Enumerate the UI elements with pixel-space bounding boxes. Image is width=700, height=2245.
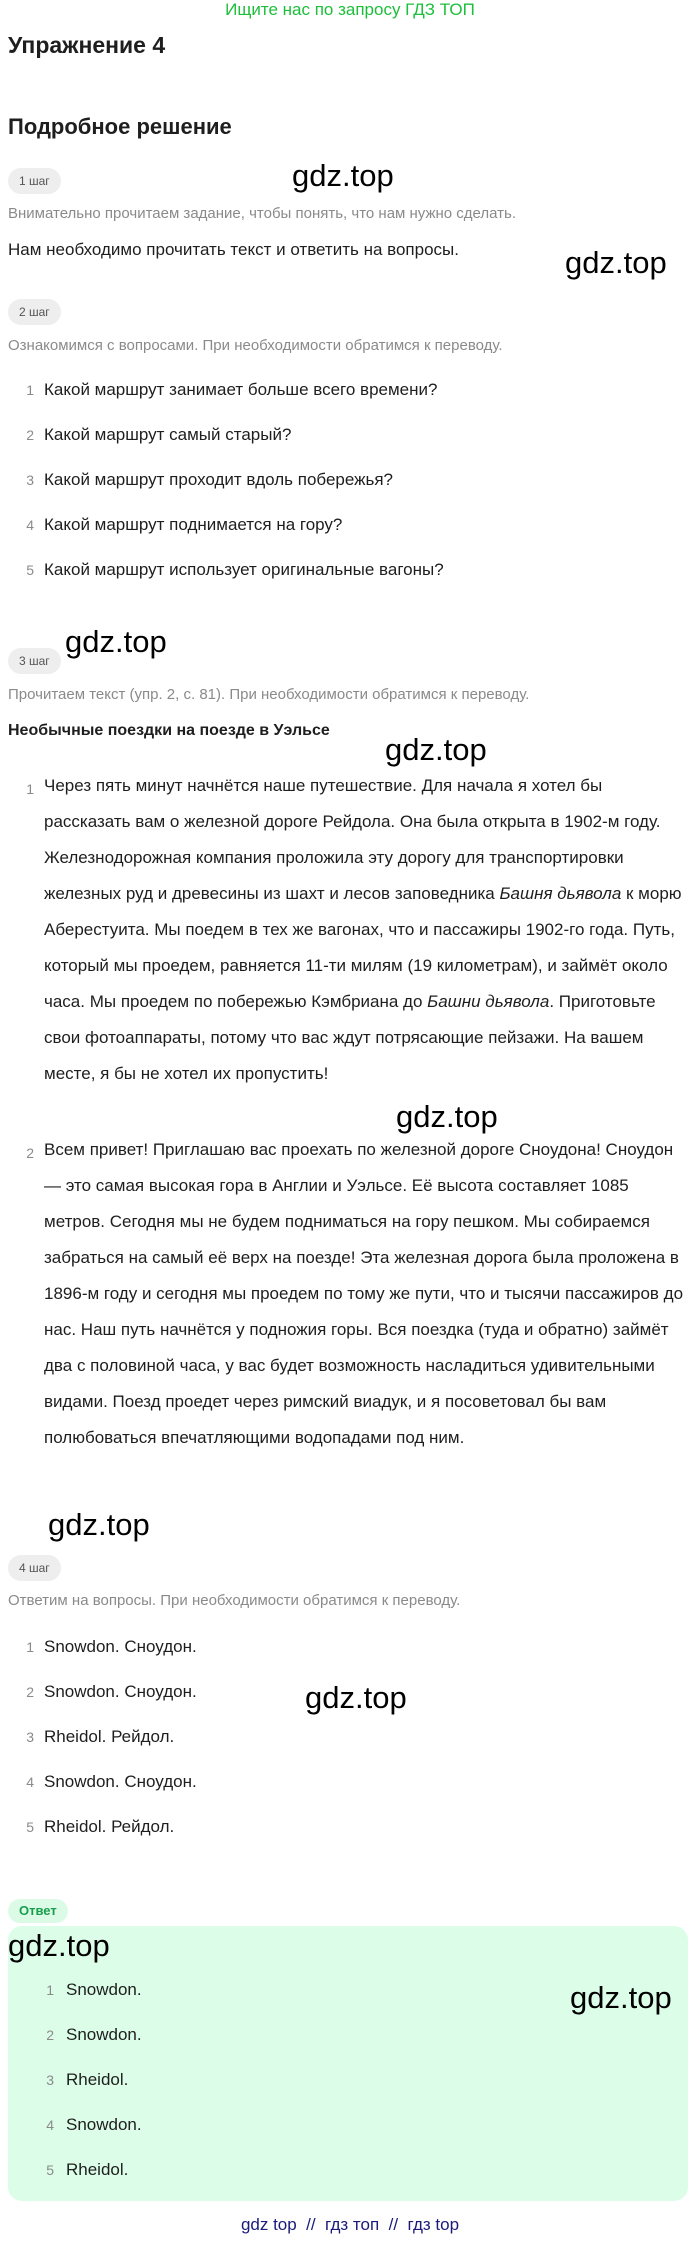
item-number: 2 [26, 1684, 34, 1700]
item-number: 4 [26, 1774, 34, 1790]
search-banner: Ищите нас по запросу ГДЗ ТОП [225, 0, 475, 19]
step-4-badge: 4 шаг [8, 1555, 61, 1581]
step-3-hint: Прочитаем текст (упр. 2, с. 81). При необходимости обратимся к переводу. [8, 686, 530, 703]
answer-badge: Ответ [8, 1899, 68, 1923]
step-4-hint: Ответим на вопросы. При необходимости обратимся к переводу. [8, 1592, 461, 1609]
item-text: Snowdon. Сноудон. [44, 1637, 197, 1656]
footer-links: gdz top // гдз топ // гдз top [240, 2215, 460, 2234]
item-number: 2 [26, 427, 34, 443]
item-number: 3 [26, 472, 34, 488]
item-number: 5 [46, 2162, 54, 2178]
step-2-badge: 2 шаг [8, 299, 61, 325]
item-number: 1 [26, 382, 34, 398]
watermark: gdz.top [292, 158, 394, 193]
item-text: Какой маршрут самый старый? [44, 425, 292, 444]
watermark: gdz.top [385, 732, 487, 767]
item-number: 2 [46, 2027, 54, 2043]
item-text: Какой маршрут проходит вдоль побережья? [44, 470, 394, 489]
item-text: Snowdon. [66, 2025, 142, 2044]
item-number: 4 [46, 2117, 54, 2133]
watermark: gdz.top [570, 1980, 672, 2015]
paragraph-1: Через пять минут начнётся наше путешествие. Для начала я хотел бы рассказать вам о железной дороге Рейдола. Она была открыта в 1902-м году. Железнодорожная компания проложила эту дорогу для транспортировки железных руд и древесины из шахт и лесов заповедника Башня дьявола к морю Аберестуита. Мы поедем в тех же вагонах, что и пассажиры 1902-го года. Путь, который мы проедем, равняется 11-ти милям (19 километрам), и займёт около часа. Мы проедем по побережью Кэмбриана до Башни дьявола. Приготовьте свои фотоаппараты, потому что вас ждут потрясающие пейзажи. На вашем месте, я бы не хотел их пропустить! [44, 776, 682, 1083]
solution-title: Подробное решение [8, 114, 232, 139]
item-text: Snowdon. Сноудон. [44, 1772, 197, 1791]
item-text: Rheidol. Рейдол. [44, 1817, 175, 1836]
paragraph-number: 2 [26, 1145, 34, 1161]
item-number: 1 [26, 1639, 34, 1655]
item-text: Какой маршрут использует оригинальные вагоны? [44, 560, 444, 579]
item-number: 5 [26, 1819, 34, 1835]
watermark: gdz.top [48, 1507, 150, 1542]
step-1-text: Нам необходимо прочитать текст и ответить на вопросы. [8, 240, 459, 259]
watermark: gdz.top [396, 1099, 498, 1134]
emphasis: Башня дьявола [499, 884, 622, 903]
item-number: 3 [46, 2072, 54, 2088]
watermark: gdz.top [8, 1928, 110, 1963]
exercise-title: Упражнение 4 [8, 32, 166, 58]
paragraph-2: Всем привет! Приглашаю вас проехать по железной дороге Сноудона! Сноудон — это самая высокая гора в Англии и Уэльсе. Её высота составляет 1085 метров. Сегодня мы не будем подниматься на гору пешком. Мы собираемся забраться на самый её верх на поезде! Эта железная дорога была проложена в 1896-м году и сегодня мы проедем по тому же пути, что и тысячи пассажиров до нас. Наш путь начнётся у подножия горы. Вся поездка (туда и обратно) займёт два с половиной часа, у вас будет возможность насладиться удивительными видами. Поезд проедет через римский виадук, и я посоветовал бы вам полюбоваться впечатляющими водопадами под ним. [44, 1140, 684, 1447]
watermark: gdz.top [305, 1680, 407, 1715]
item-text: Rheidol. [66, 2160, 129, 2179]
emphasis: Башни дьявола [427, 992, 550, 1011]
item-number: 5 [26, 562, 34, 578]
item-text: Snowdon. Сноудон. [44, 1682, 197, 1701]
item-text: Snowdon. [66, 2115, 142, 2134]
item-text: Rheidol. [66, 2070, 129, 2089]
item-text: Rheidol. Рейдол. [44, 1727, 175, 1746]
step-1-hint: Внимательно прочитаем задание, чтобы понять, что нам нужно сделать. [8, 205, 517, 222]
step-2-hint: Ознакомимся с вопросами. При необходимости обратимся к переводу. [8, 337, 503, 354]
item-text: Snowdon. [66, 1980, 142, 1999]
item-number: 3 [26, 1729, 34, 1745]
item-text: Какой маршрут поднимается на гору? [44, 515, 343, 534]
step-1-badge: 1 шаг [8, 168, 61, 194]
item-text: Какой маршрут занимает больше всего времени? [44, 380, 438, 399]
item-number: 4 [26, 517, 34, 533]
paragraph-number: 1 [26, 781, 34, 797]
item-number: 1 [46, 1982, 54, 1998]
text-title: Необычные поездки на поезде в Уэльсе [8, 722, 330, 739]
step-3-badge: 3 шаг [8, 648, 61, 674]
watermark: gdz.top [565, 245, 667, 280]
watermark: gdz.top [65, 624, 167, 659]
